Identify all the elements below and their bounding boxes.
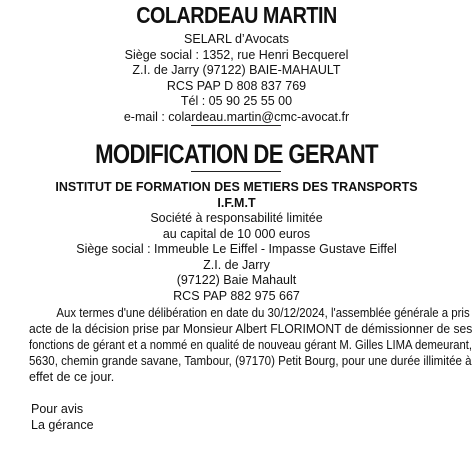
notice-title: MODIFICATION DE GERANT	[95, 139, 378, 169]
body-line-5: effet de ce jour.	[29, 370, 115, 384]
body-line-4: 5630, chemin grande savane, Tambour, (97170) Petit Bourg, pour une durée illimitée à	[29, 354, 472, 368]
firm-address-city: Z.I. de Jarry (97122) BAIE-MAHAULT	[132, 63, 341, 77]
company-legal-form: Société à responsabilité limitée	[150, 211, 323, 225]
firm-name: COLARDEAU MARTIN	[136, 2, 337, 28]
company-name: INSTITUT DE FORMATION DES METIERS DES TRANSPORTS	[55, 180, 418, 194]
body-line-3: fonctions de gérant et a nommé en qualité de nouveau gérant M. Gilles LIMA demeurant,	[29, 338, 472, 352]
firm-phone: Tél : 05 90 25 55 00	[180, 94, 293, 108]
company-rcs: RCS PAP 882 975 667	[173, 288, 300, 303]
company-details	[0, 180, 473, 304]
firm-address-street: Siège social : 1352, rue Henri Becquerel	[124, 47, 349, 62]
firm-rcs: RCS PAP D 808 837 769	[166, 78, 307, 93]
body-line-1: Aux termes d'une délibération en date du 30/12/2024, l'assemblée générale a pris	[56, 306, 470, 320]
closing-block	[31, 402, 94, 433]
body-line-2: acte de la décision prise par Monsieur Albert FLORIMONT de démissionner de ses	[29, 322, 473, 336]
closing-pour-avis: Pour avis	[31, 402, 84, 416]
company-head-office: Siège social : Immeuble Le Eiffel - Impasse Gustave Eiffel	[76, 242, 397, 256]
firm-details	[0, 32, 473, 125]
company-acronym: I.F.M.T	[217, 195, 256, 210]
closing-signatory: La gérance	[31, 417, 94, 432]
firm-legal-form: SELARL d’Avocats	[184, 32, 289, 46]
company-capital: au capital de 10 000 euros	[162, 226, 311, 241]
company-zone: Z.I. de Jarry	[203, 257, 270, 272]
separator-rule-bottom	[191, 171, 281, 172]
company-city: (97122) Baie Mahault	[176, 273, 297, 287]
separator-rule-top	[191, 125, 281, 126]
notice-body	[29, 305, 473, 385]
firm-email: e-mail : colardeau.martin@cmc-avocat.fr	[123, 109, 350, 124]
